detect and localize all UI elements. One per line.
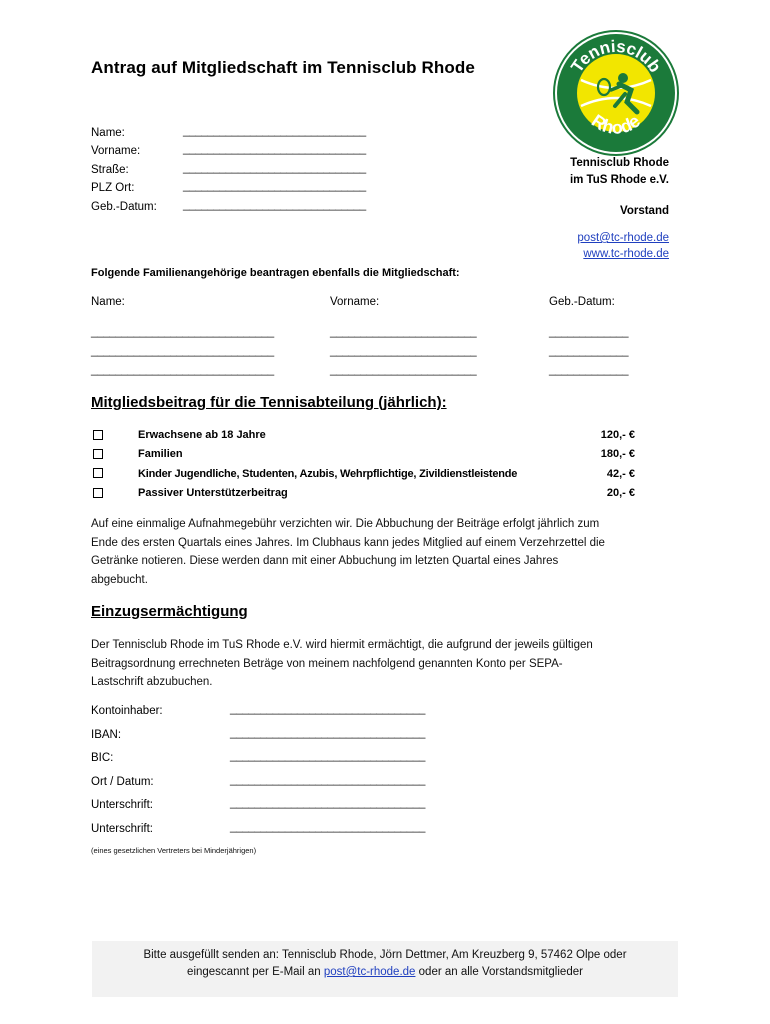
family-col-name: Name: [91, 296, 125, 308]
family-row1-vorname[interactable]: ________________________ [330, 326, 477, 338]
kontoinhaber-field[interactable]: ________________________________ [230, 703, 426, 715]
footer-line2 [92, 964, 678, 981]
plz-ort-label: PLZ Ort: [91, 182, 135, 194]
email-link[interactable]: post@tc-rhode.de [577, 232, 669, 244]
checkbox-kinder[interactable] [93, 468, 103, 478]
family-row3-geb[interactable]: _____________ [549, 364, 629, 376]
fee-price-passiv: 20,- € [606, 487, 635, 499]
strasse-label: Straße: [91, 164, 129, 176]
family-row3-name[interactable]: ______________________________ [91, 364, 274, 376]
mandate-text-line: Lastschrift abzubuchen. [91, 676, 213, 688]
family-row2-name[interactable]: ______________________________ [91, 345, 274, 357]
club-logo [553, 30, 679, 156]
mandate-heading: Einzugsermächtigung [91, 603, 248, 620]
fee-price-erwachsene: 120,- € [600, 429, 635, 441]
checkbox-familien[interactable] [93, 449, 103, 459]
ort-datum-field[interactable]: ________________________________ [230, 774, 426, 786]
fee-label-kinder: Kinder Jugendliche, Studenten, Azubis, Wehrpflichtige, Zivildienstleistende [138, 468, 518, 480]
club-parent: im TuS Rhode e.V. [569, 174, 669, 186]
kontoinhaber-label: Kontoinhaber: [91, 705, 163, 717]
fees-info-line: Getränke notieren. Diese werden dann mit einer Abbuchung im letzten Quartal eines Jahres [91, 555, 559, 567]
name-field[interactable]: ______________________________ [183, 125, 366, 137]
fee-price-familien: 180,- € [600, 448, 635, 460]
family-row1-geb[interactable]: _____________ [549, 326, 629, 338]
family-row1-name[interactable]: ______________________________ [91, 326, 274, 338]
family-col-geb: Geb.-Datum: [549, 296, 615, 308]
page-title: Antrag auf Mitgliedschaft im Tennisclub Rhode [91, 58, 475, 77]
footer-email-link[interactable]: post@tc-rhode.de [323, 966, 416, 978]
family-col-vorname: Vorname: [330, 296, 380, 308]
unterschrift-vertreter-field[interactable]: ________________________________ [230, 821, 426, 833]
checkbox-passiv[interactable] [93, 488, 103, 498]
fees-info-line: Auf eine einmalige Aufnahmegebühr verzichten wir. Die Abbuchung der Beiträge erfolgt jährlich zum [91, 518, 600, 530]
mandate-text [91, 636, 691, 692]
family-row3-vorname[interactable]: ________________________ [330, 364, 477, 376]
fee-price-kinder: 42,- € [606, 468, 635, 480]
unterschrift-field[interactable]: ________________________________ [230, 797, 426, 809]
club-name: Tennisclub Rhode [570, 157, 669, 169]
fees-info-line: Ende des ersten Quartals eines Jahres. Im Clubhaus kann jedes Mitglied auf einem Verzehrzettel die [91, 536, 605, 549]
name-label: Name: [91, 127, 125, 139]
logo-top-text: Tennisclub [567, 36, 665, 76]
fees-info-text [91, 515, 691, 589]
geb-datum-field[interactable]: ______________________________ [183, 199, 366, 211]
logo-bottom-text: Rhode [588, 110, 644, 138]
footer-box [92, 941, 678, 997]
website-link[interactable]: www.tc-rhode.de [583, 248, 669, 260]
fee-label-erwachsene: Erwachsene ab 18 Jahre [138, 429, 266, 441]
footer-line2-post: oder an alle Vorstandsmitglieder [415, 966, 583, 978]
geb-datum-label: Geb.-Datum: [91, 201, 157, 213]
iban-label: IBAN: [91, 729, 122, 741]
strasse-field[interactable]: ______________________________ [183, 162, 366, 174]
checkbox-erwachsene[interactable] [93, 430, 103, 440]
family-heading: Folgende Familienangehörige beantragen ebenfalls die Mitgliedschaft: [91, 267, 460, 279]
family-row2-vorname[interactable]: ________________________ [330, 345, 477, 357]
unterschrift-vertreter-label: Unterschrift: [91, 823, 153, 835]
fees-info-line: abgebucht. [91, 573, 148, 586]
fees-heading: Mitgliedsbeitrag für die Tennisabteilung (jährlich): [91, 394, 447, 411]
minor-note: (eines gesetzlichen Vertreters bei Minderjährigen) [91, 846, 257, 855]
mandate-text-line: Beitragsordnung errechneten Beträge von meinem nachfolgend genannten Konto per SEPA- [91, 657, 563, 670]
fee-label-passiv: Passiver Unterstützerbeitrag [138, 487, 288, 499]
mandate-text-line: Der Tennisclub Rhode im TuS Rhode e.V. wird hiermit ermächtigt, die aufgrund der jeweils gültigen [91, 639, 593, 651]
iban-field[interactable]: ________________________________ [230, 727, 426, 739]
family-row2-geb[interactable]: _____________ [549, 345, 629, 357]
vorname-field[interactable]: ______________________________ [183, 143, 366, 155]
ort-datum-label: Ort / Datum: [91, 776, 154, 788]
unterschrift-label: Unterschrift: [91, 799, 153, 811]
bic-field[interactable]: ________________________________ [230, 750, 426, 762]
vorname-label: Vorname: [91, 145, 141, 157]
club-role: Vorstand [620, 205, 669, 217]
plz-ort-field[interactable]: ______________________________ [183, 180, 366, 192]
footer-line1: Bitte ausgefüllt senden an: Tennisclub Rhode, Jörn Dettmer, Am Kreuzberg 9, 57462 Olpe oder [143, 949, 627, 961]
fee-label-familien: Familien [138, 448, 183, 460]
footer-line2-pre: eingescannt per E-Mail an [187, 966, 324, 978]
bic-label: BIC: [91, 752, 114, 764]
